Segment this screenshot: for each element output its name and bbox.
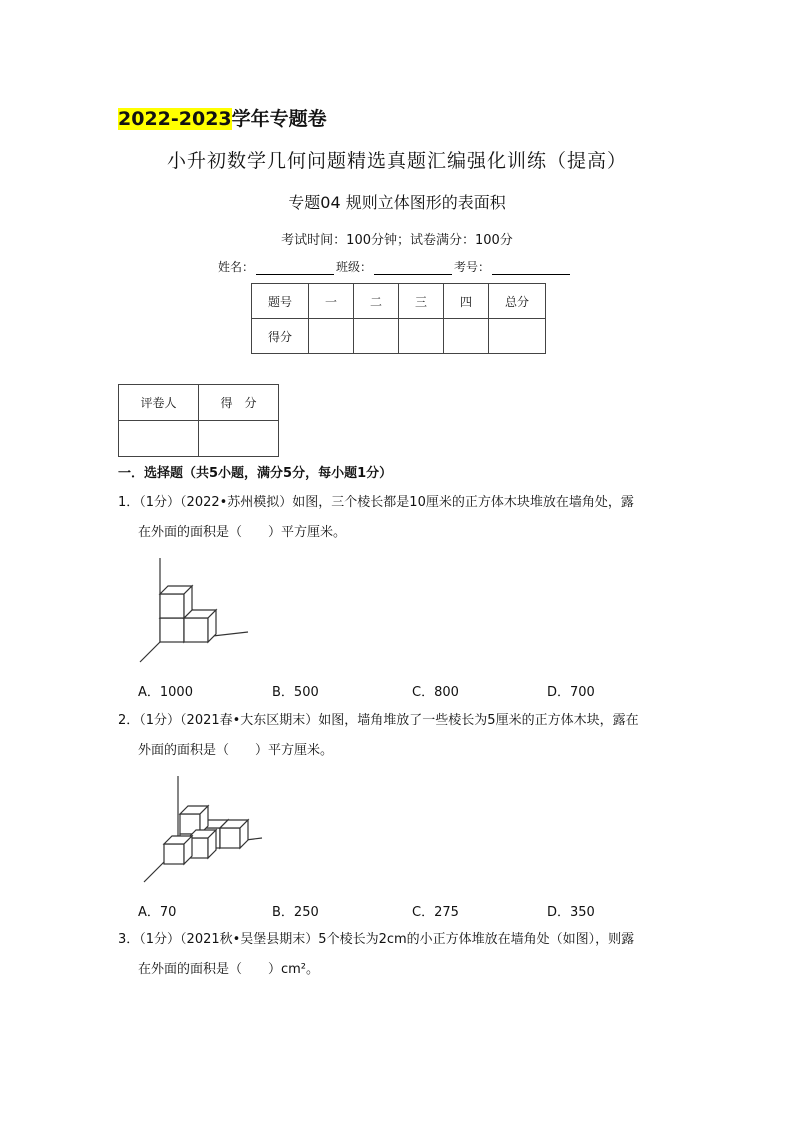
score-cell[interactable] [444, 319, 489, 354]
year-highlight: 2022-2023 [118, 108, 232, 130]
question-2-line2: 外面的面积是（ ）平方厘米。 [138, 743, 334, 758]
question-3 [118, 925, 688, 985]
score-table-score-row [252, 319, 546, 354]
question-1 [118, 488, 688, 548]
score-header-cell: 三 [399, 284, 444, 319]
q1-option-b[interactable]: B．500 [272, 685, 319, 700]
section-title: 一．选择题（共5小题，满分5分，每小题1分） [118, 466, 393, 481]
year-banner [118, 104, 327, 131]
score-header-cell: 一 [309, 284, 354, 319]
question-1-line1: 1．（1分）（2022•苏州模拟）如图，三个棱长都是10厘米的正方体木块堆放在墙角处，露 [118, 495, 634, 510]
exam-info: 考试时间：100分钟；试卷满分：100分 [281, 233, 513, 248]
page-title: 小升初数学几何问题精选真题汇编强化训练（提高） [166, 150, 627, 172]
class-blank[interactable] [374, 262, 452, 275]
question-1-line2: 在外面的面积是（ ）平方厘米。 [138, 525, 347, 540]
score-cell[interactable] [309, 319, 354, 354]
score-header-cell: 总分 [489, 284, 546, 319]
score-table [251, 283, 546, 354]
stacked-cubes-figure-1 [138, 558, 253, 666]
stacked-cubes-figure-2 [138, 776, 268, 886]
score-cell[interactable] [399, 319, 444, 354]
score-header-cell: 二 [354, 284, 399, 319]
class-label: 班级： [336, 260, 373, 274]
question-3-line1: 3．（1分）（2021秋•吴堡县期末）5个棱长为2cm的小正方体堆放在墙角处（如图），则露 [118, 932, 635, 947]
score-header-cell: 四 [444, 284, 489, 319]
page-subtitle: 专题04 规则立体图形的表面积 [288, 193, 506, 212]
q2-option-b[interactable]: B．250 [272, 905, 319, 920]
name-label: 姓名： [218, 260, 255, 274]
question-2 [118, 706, 688, 766]
score-table-header-row [252, 284, 546, 319]
question-3-line2: 在外面的面积是（ ）cm²。 [138, 962, 320, 977]
score-cell[interactable] [354, 319, 399, 354]
question-2-figure [138, 776, 268, 886]
id-blank[interactable] [492, 262, 570, 275]
q1-option-a[interactable]: A．1000 [138, 685, 193, 700]
grader-header: 评卷人 [119, 385, 199, 421]
q2-option-a[interactable]: A．70 [138, 905, 177, 920]
q2-option-c[interactable]: C．275 [412, 905, 459, 920]
score-header-cell: 题号 [252, 284, 309, 319]
grade-header: 得 分 [199, 385, 279, 421]
question-2-line1: 2．（1分）（2021春•大东区期末）如图，墙角堆放了一些棱长为5厘米的正方体木块，露在 [118, 713, 639, 728]
score-row-label: 得分 [252, 319, 309, 354]
grader-table [118, 384, 279, 457]
grade-cell[interactable] [199, 421, 279, 457]
grader-cell[interactable] [119, 421, 199, 457]
score-cell[interactable] [489, 319, 546, 354]
question-1-figure [138, 558, 253, 666]
q1-option-c[interactable]: C．800 [412, 685, 459, 700]
name-blank[interactable] [256, 262, 334, 275]
q1-option-d[interactable]: D．700 [547, 685, 595, 700]
q2-option-d[interactable]: D．350 [547, 905, 595, 920]
year-suffix: 学年专题卷 [231, 108, 327, 130]
id-label: 考号： [454, 260, 491, 274]
student-info [218, 258, 572, 275]
